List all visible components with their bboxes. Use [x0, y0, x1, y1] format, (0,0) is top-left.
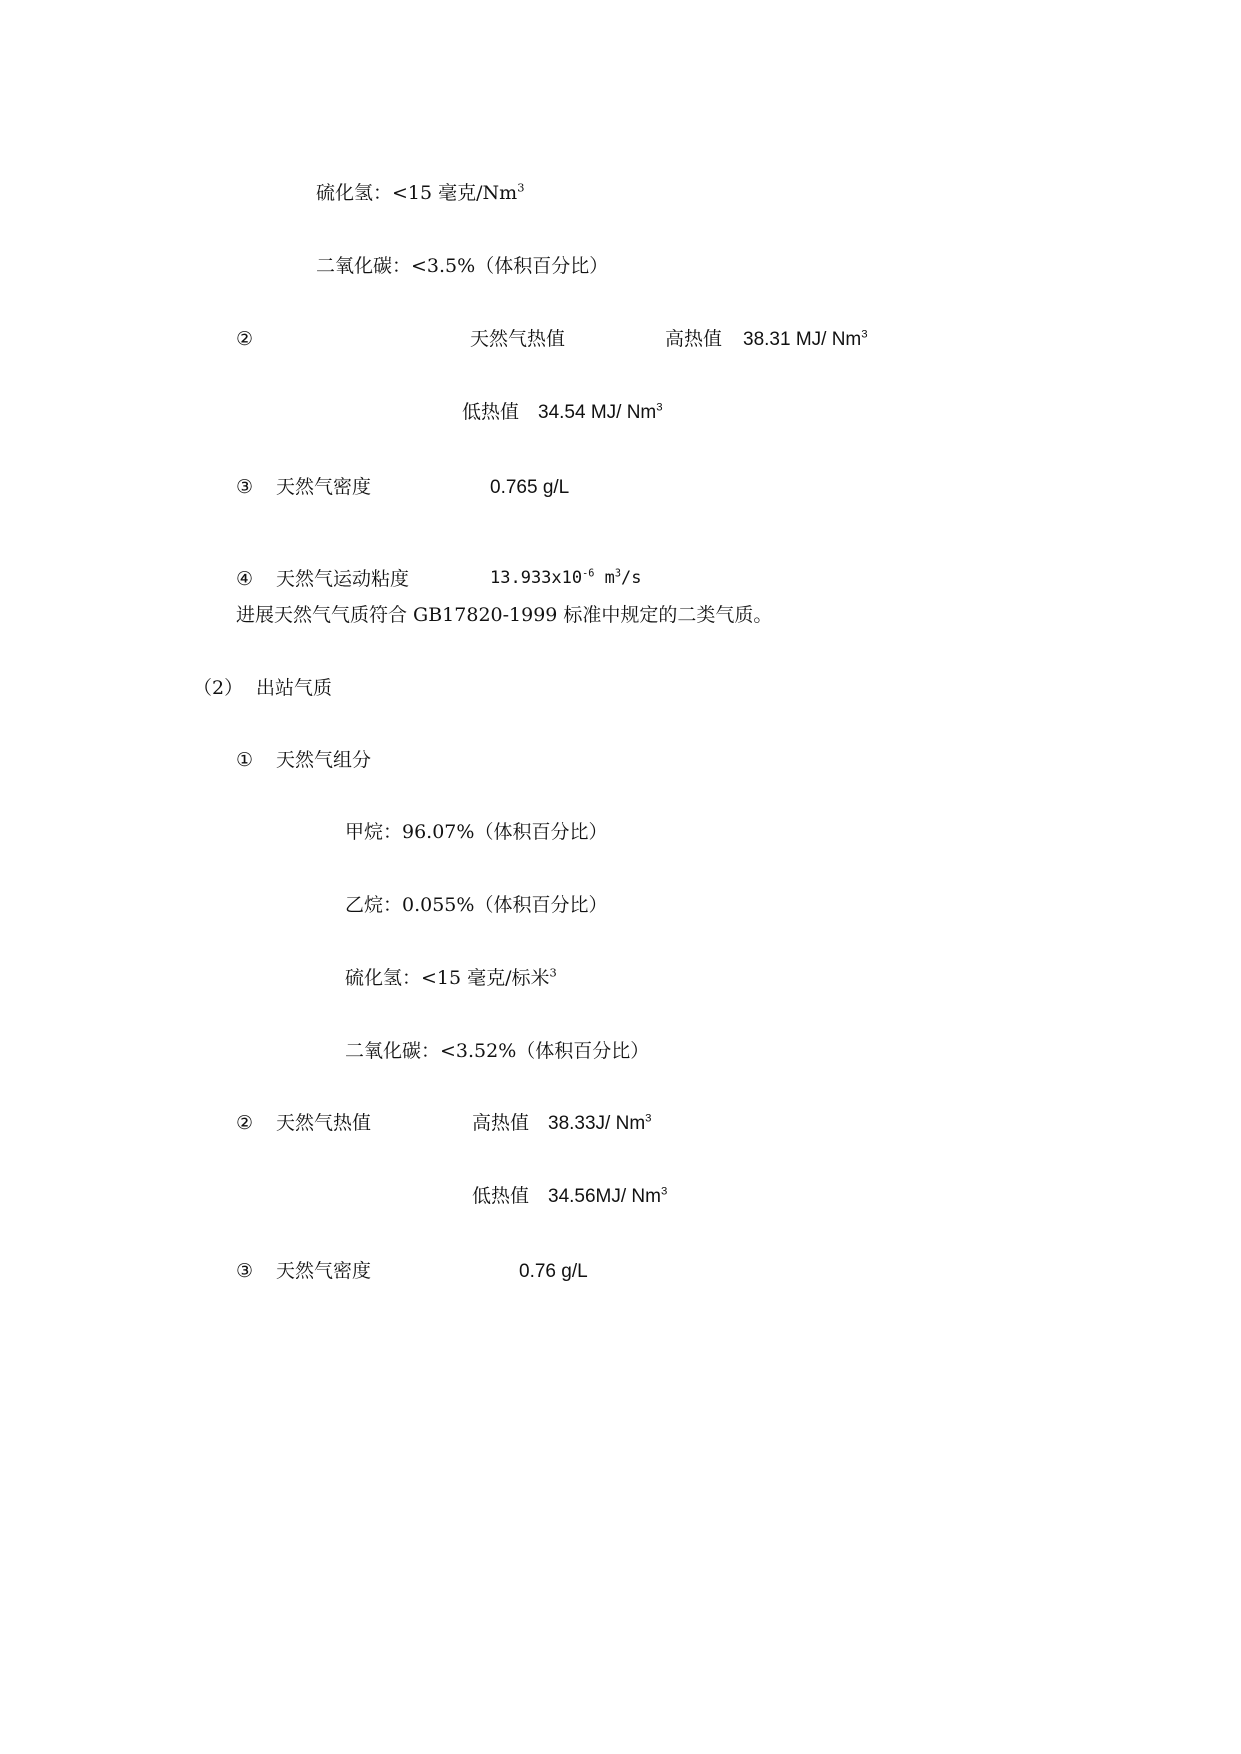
inlet-heat-high-label: 高热值	[665, 328, 723, 350]
outlet-composition-title: 天然气组分	[276, 749, 372, 771]
inlet-co2: 二氧化碳：<3.5%（体积百分比）	[316, 255, 609, 277]
inlet-h2s: 硫化氢：<15 毫克/Nm$^3$	[316, 180, 525, 204]
inlet-viscosity-value: $13.933x10^{-6}$ $m^3/s$	[490, 568, 642, 588]
outlet-heat-title: 天然气热值	[276, 1112, 372, 1134]
inlet-heat-high-value: 38.31 MJ/ Nm$^3$	[743, 328, 868, 350]
inlet-heat-marker: ②	[236, 328, 254, 350]
inlet-density-title: 天然气密度	[276, 476, 372, 498]
inlet-heat-low-value: 34.54 MJ/ Nm$^3$	[538, 401, 663, 423]
outlet-methane: 甲烷：96.07%（体积百分比）	[345, 821, 608, 843]
inlet-conclusion: 进展天然气气质符合 GB17820-1999 标准中规定的二类气质。	[236, 604, 773, 626]
outlet-section-title: 出站气质	[256, 677, 333, 699]
inlet-density-value: 0.765 g/L	[490, 477, 570, 498]
outlet-heat-marker: ②	[236, 1112, 254, 1134]
inlet-viscosity-marker: ④	[236, 568, 254, 590]
outlet-heat-low-label: 低热值	[472, 1185, 530, 1207]
outlet-density-title: 天然气密度	[276, 1260, 372, 1282]
outlet-heat-high-label: 高热值	[472, 1112, 530, 1134]
outlet-heat-high-value: 38.33J/ Nm$^3$	[548, 1112, 652, 1134]
outlet-composition-marker: ①	[236, 749, 254, 771]
outlet-density-marker: ③	[236, 1260, 254, 1282]
inlet-heat-low-label: 低热值	[462, 401, 520, 423]
outlet-heat-low-value: 34.56MJ/ Nm$^3$	[548, 1185, 668, 1207]
outlet-ethane: 乙烷：0.055%（体积百分比）	[345, 894, 608, 916]
inlet-viscosity-title: 天然气运动粘度	[276, 568, 410, 590]
outlet-h2s: 硫化氢：<15 毫克/标米$^3$	[345, 965, 557, 989]
inlet-density-marker: ③	[236, 476, 254, 498]
outlet-co2: 二氧化碳：<3.52%（体积百分比）	[345, 1040, 650, 1062]
outlet-density-value: 0.76 g/L	[519, 1261, 588, 1282]
inlet-heat-title: 天然气热值	[470, 328, 566, 350]
outlet-section-marker: （2）	[193, 677, 244, 699]
